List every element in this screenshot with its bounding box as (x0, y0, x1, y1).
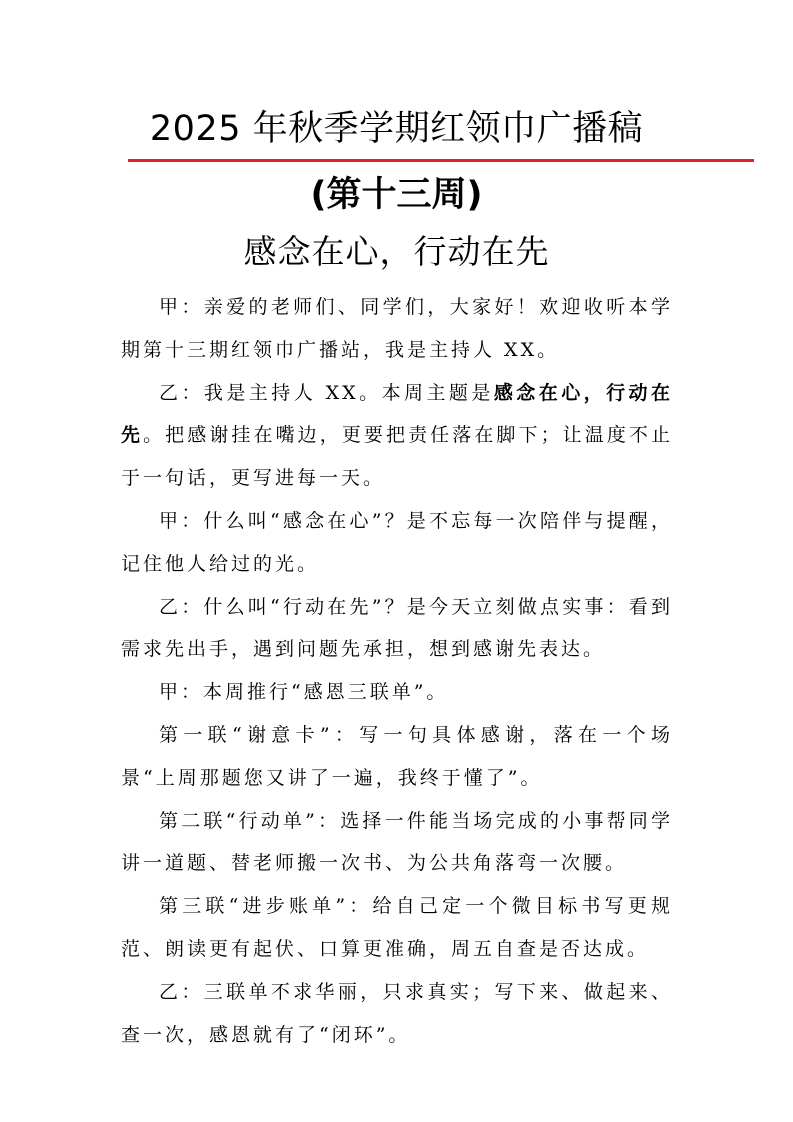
document-title: 2025 年秋季学期红领巾广播稿 (149, 109, 644, 149)
theme-intro-suffix: 。把感谢挂在嘴边，更要把责任落在脚下；让温度不止于一句话，更写进每一天。 (121, 424, 673, 490)
paragraph-form-one: 第一联“谢意卡”：写一句具体感谢，落在一个场景“上周那题您又讲了一遍，我终于懂了”。 (121, 723, 673, 789)
paragraph-action-meaning: 乙：什么叫“行动在先”？是今天立刻做点实事：看到需求先出手，遇到问题先承担，想到感谢先表达。 (121, 595, 673, 661)
paragraph-closing: 乙：三联单不求华丽，只求真实；写下来、做起来、查一次，感恩就有了“闭环”。 (121, 980, 673, 1046)
paragraph-three-forms: 甲：本周推行“感恩三联单”。 (159, 681, 449, 704)
paragraph-form-three: 第三联“进步账单”：给自己定一个微目标书写更规范、朗读更有起伏、口算更准确，周五自查是否达成。 (121, 895, 673, 960)
paragraph-theme-intro (121, 372, 673, 500)
paragraph-greeting: 甲：亲爱的老师们、同学们，大家好！欢迎收听本学期第十三期红领巾广播站，我是主持人 XX。 (121, 296, 673, 361)
broadcast-body (121, 286, 673, 1056)
paragraph-form-two: 第二联“行动单”：选择一件能当场完成的小事帮同学讲一道题、替老师搬一次书、为公共角落弯一次腰。 (121, 809, 673, 875)
theme-intro-prefix: 乙：我是主持人 XX。本周主题是 (159, 381, 494, 404)
theme-heading: 感念在心，行动在先 (243, 232, 550, 271)
title-divider (128, 159, 754, 162)
paragraph-gratitude-meaning: 甲：什么叫“感念在心”？是不忘每一次陪伴与提醒，记住他人给过的光。 (121, 509, 673, 575)
week-subtitle: (第十三周) (310, 175, 483, 215)
theme-intro-bold: 感念在心，行动在先 (121, 381, 673, 447)
